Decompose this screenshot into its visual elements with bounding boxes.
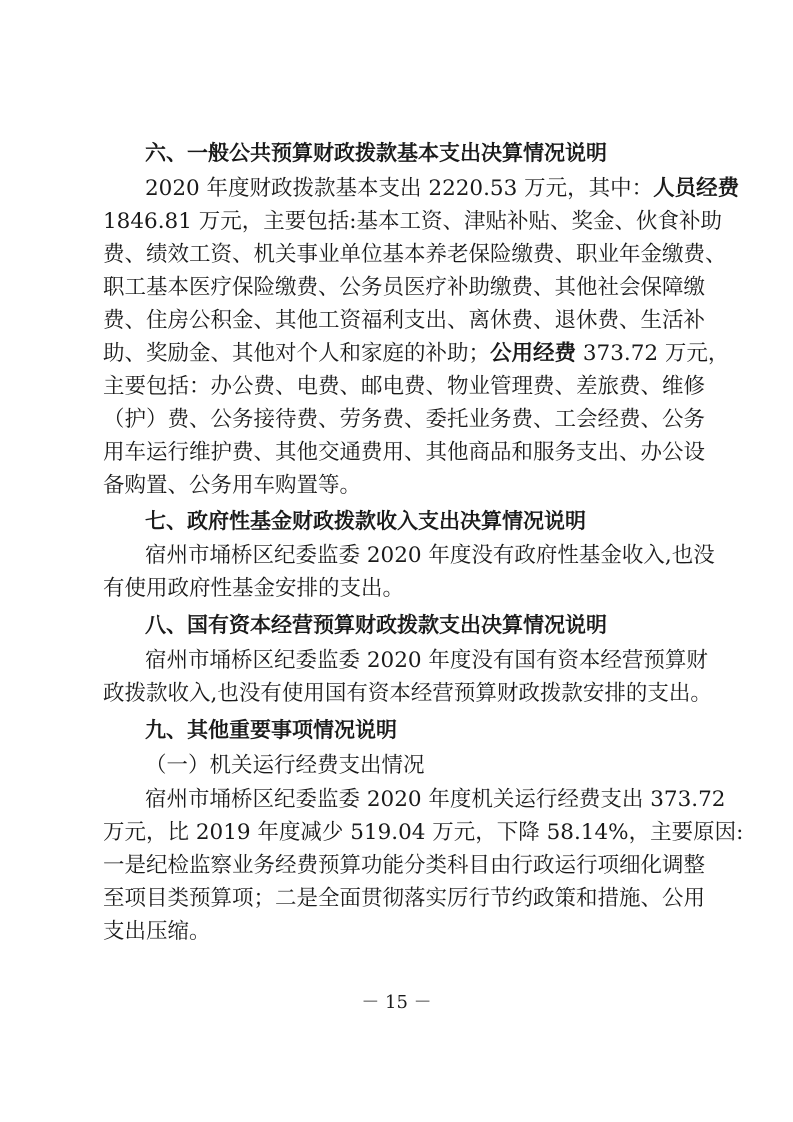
section-8-line-2: 政拨款收入,也没有使用国有资本经营预算财政拨款安排的支出。 <box>103 681 712 706</box>
section-9-line-2: 万元，比 2019 年度减少 519.04 万元，下降 58.14%，主要原因: <box>103 820 744 845</box>
section-6-line-1 <box>145 172 740 206</box>
section-6-line-6 <box>103 337 730 371</box>
section-7-line-1: 宿州市埇桥区纪委监委 2020 年度没有政府性基金收入,也没 <box>145 543 715 568</box>
section-8-heading: 八、国有资本经营预算财政拨款支出决算情况说明 <box>145 613 607 637</box>
page-number: － 15 － <box>361 992 432 1013</box>
section-6-heading: 六、一般公共预算财政拨款基本支出决算情况说明 <box>145 141 607 165</box>
section-9-line-3: 一是纪检监察业务经费预算功能分类科目由行政运行项细化调整 <box>103 853 706 878</box>
section-6-line-2: 1846.81 万元，主要包括:基本工资、津贴补贴、奖金、伙食补助 <box>103 209 722 234</box>
section-9-line-1: 宿州市埇桥区纪委监委 2020 年度机关运行经费支出 373.72 <box>145 787 726 812</box>
section-6-line-10: 备购置、公务用车购置等。 <box>103 473 362 498</box>
section-9-heading: 九、其他重要事项情况说明 <box>145 718 397 742</box>
section-6-line-7: 主要包括：办公费、电费、邮电费、物业管理费、差旅费、维修 <box>103 374 706 399</box>
public-expense-amount: 373.72 万元， <box>576 341 730 366</box>
section-7-line-2: 有使用政府性基金安排的支出。 <box>103 576 405 601</box>
section-6-line-1-text: 2020 年度财政拨款基本支出 2220.53 万元，其中： <box>145 176 654 201</box>
section-7-heading: 七、政府性基金财政拨款收入支出决算情况说明 <box>145 509 586 533</box>
section-9-line-5: 支出压缩。 <box>103 919 211 944</box>
section-6-line-8: （护）费、公务接待费、劳务费、委托业务费、工会经费、公务 <box>103 407 706 432</box>
section-9-line-4: 至项目类预算项；二是全面贯彻落实厉行节约政策和措施、公用 <box>103 886 706 911</box>
section-6-line-4: 职工基本医疗保险缴费、公务员医疗补助缴费、其他社会保障缴 <box>103 275 706 300</box>
personnel-expense-label: 人员经费 <box>653 176 740 201</box>
section-6-line-5: 费、住房公积金、其他工资福利支出、离休费、退休费、生活补 <box>103 308 706 333</box>
section-8-line-1: 宿州市埇桥区纪委监委 2020 年度没有国有资本经营预算财 <box>145 648 708 673</box>
section-6-line-3: 费、绩效工资、机关事业单位基本养老保险缴费、职业年金缴费、 <box>103 242 727 267</box>
section-9-subheading: （一）机关运行经费支出情况 <box>145 753 425 778</box>
public-expense-label: 公用经费 <box>490 341 577 366</box>
section-6-line-6-text: 助、奖励金、其他对个人和家庭的补助； <box>103 341 491 366</box>
section-6-line-9: 用车运行维护费、其他交通费用、其他商品和服务支出、办公设 <box>103 440 706 465</box>
